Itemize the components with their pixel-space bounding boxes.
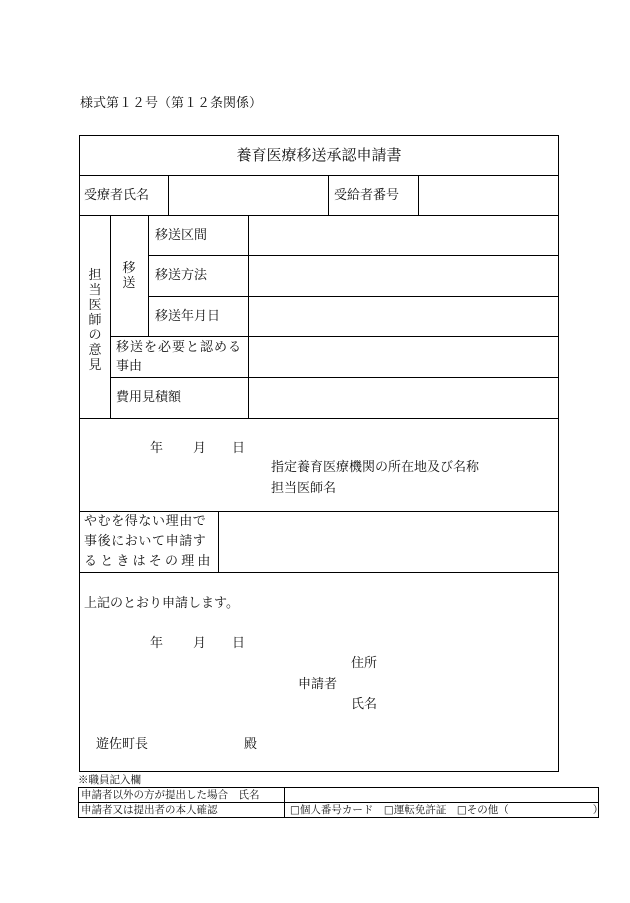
transport-date-field[interactable] (249, 297, 558, 336)
recipient-number-label: 受給者番号 (334, 188, 400, 203)
doctor-date-month: 月 (193, 441, 207, 456)
application-date-day: 日 (232, 636, 246, 651)
staff-row2-options[interactable]: □個人番号カード □運転免許証 □その他（ ） (290, 804, 604, 816)
application-date-year: 年 (150, 636, 164, 651)
reason-label-line1: 移送を必要と認める (116, 340, 243, 355)
late-reason-line3: るときはその理由 (84, 554, 214, 569)
reason-field[interactable] (249, 337, 558, 377)
recipient-number-field[interactable] (419, 176, 558, 215)
cost-field[interactable] (249, 378, 558, 418)
reason-label-line2: 事由 (116, 359, 143, 374)
doctor-opinion-label: 担 当 医 師 の 意 見 (88, 268, 102, 373)
rule-late-reason-bottom (79, 572, 559, 573)
transport-label: 移 送 (122, 261, 136, 291)
late-reason-line1: やむを得ない理由で (84, 514, 207, 529)
staff-row1-field[interactable] (285, 788, 598, 802)
applicant-label: 申請者 (298, 677, 338, 692)
transport-section-label: 移送区間 (155, 228, 208, 243)
application-date-month: 月 (193, 636, 207, 651)
application-statement: 上記のとおり申請します。 (84, 596, 239, 611)
transport-date-label: 移送年月日 (155, 309, 221, 324)
patient-name-label: 受療者氏名 (84, 188, 150, 203)
rule-opinion-bottom (79, 418, 559, 419)
doctor-date-year: 年 (150, 441, 164, 456)
addressee-label: 遊佐町長 (96, 737, 149, 752)
doctor-name-label: 担当医師名 (271, 481, 337, 496)
vrule-opinion (110, 215, 111, 418)
staff-section-heading: ※職員記入欄 (78, 774, 141, 786)
transport-method-label: 移送方法 (155, 268, 208, 283)
staff-row1-label: 申請者以外の方が提出した場合 氏名 (81, 789, 260, 801)
late-reason-field[interactable] (219, 512, 558, 572)
staff-row-divider (78, 802, 599, 803)
transport-method-field[interactable] (249, 256, 558, 296)
vrule-transport (148, 215, 149, 336)
form-title: 養育医療移送承認申請書 (236, 146, 402, 164)
applicant-name-label: 氏名 (351, 697, 378, 712)
transport-section-field[interactable] (249, 216, 558, 255)
doctor-date-day: 日 (232, 441, 246, 456)
honorific-label: 殿 (244, 737, 258, 752)
form-number-label: 様式第１２号（第１２条関係） (80, 96, 263, 111)
patient-name-field[interactable] (169, 176, 328, 215)
vrule-name-2 (328, 175, 329, 215)
address-label: 住所 (351, 656, 378, 671)
cost-label: 費用見積額 (116, 390, 182, 405)
late-reason-line2: 事後において申請す (84, 534, 207, 549)
staff-row2-label: 申請者又は提出者の本人確認 (81, 804, 218, 816)
institution-label: 指定養育医療機関の所在地及び名称 (271, 460, 480, 475)
